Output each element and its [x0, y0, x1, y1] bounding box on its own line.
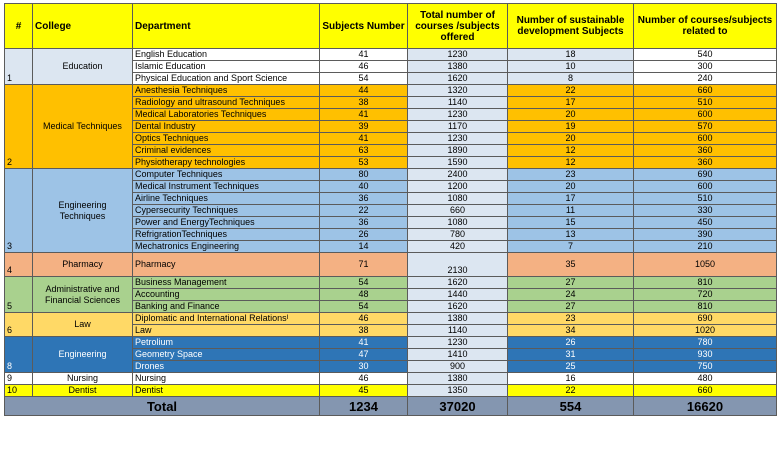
cell-subjects: 14	[320, 241, 408, 253]
cell-department: Radiology and ultrasound Techniques	[133, 97, 320, 109]
cell-department: Dental Industry	[133, 121, 320, 133]
cell-sustainable: 31	[508, 349, 634, 361]
cell-total: 1380	[408, 61, 508, 73]
cell-sustainable: 35	[508, 253, 634, 277]
courses-table	[4, 3, 777, 416]
cell-related: 540	[634, 49, 777, 61]
cell-total: 1230	[408, 49, 508, 61]
cell-related: 480	[634, 373, 777, 385]
cell-total: 1590	[408, 157, 508, 169]
cell-department: Anesthesia Techniques	[133, 85, 320, 97]
cell-related: 210	[634, 241, 777, 253]
cell-sustainable: 22	[508, 85, 634, 97]
header-row	[5, 4, 777, 49]
cell-related: 810	[634, 301, 777, 313]
cell-total: 1140	[408, 97, 508, 109]
cell-total: 1080	[408, 217, 508, 229]
cell-department: Computer Techniques	[133, 169, 320, 181]
cell-total: 420	[408, 241, 508, 253]
college-name: Law	[33, 313, 133, 337]
cell-total: 1440	[408, 289, 508, 301]
college-name: Education	[33, 49, 133, 85]
table-row	[5, 277, 777, 289]
cell-sustainable: 26	[508, 337, 634, 349]
cell-related: 600	[634, 181, 777, 193]
cell-related: 780	[634, 337, 777, 349]
cell-related: 930	[634, 349, 777, 361]
cell-subjects: 22	[320, 205, 408, 217]
cell-total: 1410	[408, 349, 508, 361]
table-row	[5, 49, 777, 61]
cell-related: 330	[634, 205, 777, 217]
cell-department: Law	[133, 325, 320, 337]
cell-subjects: 54	[320, 301, 408, 313]
cell-total: 1380	[408, 313, 508, 325]
cell-total: 1230	[408, 133, 508, 145]
header-department: Department	[133, 4, 320, 49]
cell-total: 1080	[408, 193, 508, 205]
college-name: Engineering Techniques	[33, 169, 133, 253]
cell-subjects: 36	[320, 193, 408, 205]
cell-sustainable: 27	[508, 277, 634, 289]
cell-total: 1230	[408, 109, 508, 121]
cell-subjects: 45	[320, 385, 408, 397]
cell-subjects: 47	[320, 349, 408, 361]
cell-related: 600	[634, 133, 777, 145]
table-row	[5, 385, 777, 397]
cell-total: 1200	[408, 181, 508, 193]
college-number: 1	[5, 49, 33, 85]
cell-total: 2400	[408, 169, 508, 181]
total-sustainable: 554	[508, 397, 634, 416]
cell-related: 600	[634, 109, 777, 121]
total-subjects: 1234	[320, 397, 408, 416]
cell-department: Geometry Space	[133, 349, 320, 361]
cell-sustainable: 24	[508, 289, 634, 301]
cell-sustainable: 16	[508, 373, 634, 385]
cell-related: 660	[634, 385, 777, 397]
header-num: #	[5, 4, 33, 49]
cell-total: 660	[408, 205, 508, 217]
cell-total: 1380	[408, 373, 508, 385]
cell-related: 240	[634, 73, 777, 85]
cell-sustainable: 20	[508, 181, 634, 193]
cell-related: 450	[634, 217, 777, 229]
cell-sustainable: 13	[508, 229, 634, 241]
cell-subjects: 41	[320, 49, 408, 61]
cell-related: 360	[634, 157, 777, 169]
table-row	[5, 169, 777, 181]
cell-total: 1350	[408, 385, 508, 397]
cell-department: English Education	[133, 49, 320, 61]
cell-sustainable: 23	[508, 169, 634, 181]
cell-sustainable: 18	[508, 49, 634, 61]
college-number: 10	[5, 385, 33, 397]
cell-total: 1230	[408, 337, 508, 349]
college-number: 6	[5, 313, 33, 337]
cell-total: 1620	[408, 277, 508, 289]
college-number: 4	[5, 253, 33, 277]
cell-subjects: 30	[320, 361, 408, 373]
cell-total: 780	[408, 229, 508, 241]
cell-related: 510	[634, 193, 777, 205]
cell-total: 1320	[408, 85, 508, 97]
total-related: 16620	[634, 397, 777, 416]
cell-department: Medical Instrument Techniques	[133, 181, 320, 193]
total-courses: 37020	[408, 397, 508, 416]
cell-related: 660	[634, 85, 777, 97]
college-name: Pharmacy	[33, 253, 133, 277]
cell-department: Airline Techniques	[133, 193, 320, 205]
cell-department: Physical Education and Sport Science	[133, 73, 320, 85]
cell-sustainable: 12	[508, 145, 634, 157]
cell-department: Dentist	[133, 385, 320, 397]
cell-subjects: 53	[320, 157, 408, 169]
cell-related: 690	[634, 169, 777, 181]
table-row	[5, 253, 777, 277]
cell-subjects: 40	[320, 181, 408, 193]
college-number: 2	[5, 85, 33, 169]
cell-department: Nursing	[133, 373, 320, 385]
cell-subjects: 26	[320, 229, 408, 241]
cell-sustainable: 20	[508, 109, 634, 121]
cell-total: 2130	[408, 253, 508, 277]
cell-department: Power and EnergyTechniques	[133, 217, 320, 229]
cell-department: Diplomatic and International Relationsᴵ	[133, 313, 320, 325]
total-label: Total	[5, 397, 320, 416]
cell-department: Business Management	[133, 277, 320, 289]
cell-subjects: 41	[320, 109, 408, 121]
cell-department: Petrolium	[133, 337, 320, 349]
cell-related: 570	[634, 121, 777, 133]
cell-sustainable: 17	[508, 193, 634, 205]
cell-subjects: 54	[320, 277, 408, 289]
header-college: College	[33, 4, 133, 49]
cell-subjects: 38	[320, 97, 408, 109]
cell-subjects: 71	[320, 253, 408, 277]
cell-department: Accounting	[133, 289, 320, 301]
header-subjects: Subjects Number	[320, 4, 408, 49]
header-total: Total number of courses /subjects offered	[408, 4, 508, 49]
cell-department: Mechatronics Engineering	[133, 241, 320, 253]
cell-department: Medical Laboratories Techniques	[133, 109, 320, 121]
cell-subjects: 39	[320, 121, 408, 133]
cell-related: 720	[634, 289, 777, 301]
cell-related: 750	[634, 361, 777, 373]
cell-subjects: 46	[320, 313, 408, 325]
cell-related: 810	[634, 277, 777, 289]
cell-related: 510	[634, 97, 777, 109]
cell-subjects: 41	[320, 337, 408, 349]
college-number: 8	[5, 337, 33, 373]
cell-sustainable: 23	[508, 313, 634, 325]
cell-department: RefrigrationTechniques	[133, 229, 320, 241]
cell-related: 360	[634, 145, 777, 157]
cell-total: 1620	[408, 73, 508, 85]
cell-subjects: 48	[320, 289, 408, 301]
total-row	[5, 397, 777, 416]
cell-sustainable: 25	[508, 361, 634, 373]
table-row	[5, 85, 777, 97]
table-row	[5, 337, 777, 349]
cell-subjects: 46	[320, 61, 408, 73]
cell-total: 1170	[408, 121, 508, 133]
cell-department: Criminal evidences	[133, 145, 320, 157]
header-related: Number of courses/subjects related to	[634, 4, 777, 49]
cell-department: Optics Techniques	[133, 133, 320, 145]
college-number: 9	[5, 373, 33, 385]
college-name: Administrative and Financial Sciences	[33, 277, 133, 313]
cell-sustainable: 12	[508, 157, 634, 169]
cell-subjects: 54	[320, 73, 408, 85]
cell-related: 390	[634, 229, 777, 241]
cell-department: Islamic Education	[133, 61, 320, 73]
cell-subjects: 38	[320, 325, 408, 337]
cell-sustainable: 22	[508, 385, 634, 397]
cell-related: 1050	[634, 253, 777, 277]
cell-subjects: 44	[320, 85, 408, 97]
college-number: 3	[5, 169, 33, 253]
cell-total: 1140	[408, 325, 508, 337]
college-name: Medical Techniques	[33, 85, 133, 169]
cell-sustainable: 20	[508, 133, 634, 145]
cell-department: Banking and Finance	[133, 301, 320, 313]
cell-subjects: 36	[320, 217, 408, 229]
header-sustainable: Number of sustainable development Subjects	[508, 4, 634, 49]
cell-department: Physiotherapy technologies	[133, 157, 320, 169]
cell-subjects: 63	[320, 145, 408, 157]
college-name: Dentist	[33, 385, 133, 397]
college-name: Nursing	[33, 373, 133, 385]
cell-total: 1890	[408, 145, 508, 157]
cell-total: 900	[408, 361, 508, 373]
cell-sustainable: 27	[508, 301, 634, 313]
cell-sustainable: 15	[508, 217, 634, 229]
cell-total: 1620	[408, 301, 508, 313]
table-row	[5, 373, 777, 385]
cell-sustainable: 10	[508, 61, 634, 73]
cell-department: Pharmacy	[133, 253, 320, 277]
cell-sustainable: 17	[508, 97, 634, 109]
cell-subjects: 80	[320, 169, 408, 181]
cell-related: 690	[634, 313, 777, 325]
cell-sustainable: 8	[508, 73, 634, 85]
cell-subjects: 41	[320, 133, 408, 145]
cell-sustainable: 34	[508, 325, 634, 337]
cell-related: 300	[634, 61, 777, 73]
college-number: 5	[5, 277, 33, 313]
cell-department: Cypersecurity Techniques	[133, 205, 320, 217]
cell-department: Drones	[133, 361, 320, 373]
cell-sustainable: 7	[508, 241, 634, 253]
cell-related: 1020	[634, 325, 777, 337]
table-row	[5, 313, 777, 325]
cell-sustainable: 19	[508, 121, 634, 133]
cell-subjects: 46	[320, 373, 408, 385]
college-name: Engineering	[33, 337, 133, 373]
cell-sustainable: 11	[508, 205, 634, 217]
